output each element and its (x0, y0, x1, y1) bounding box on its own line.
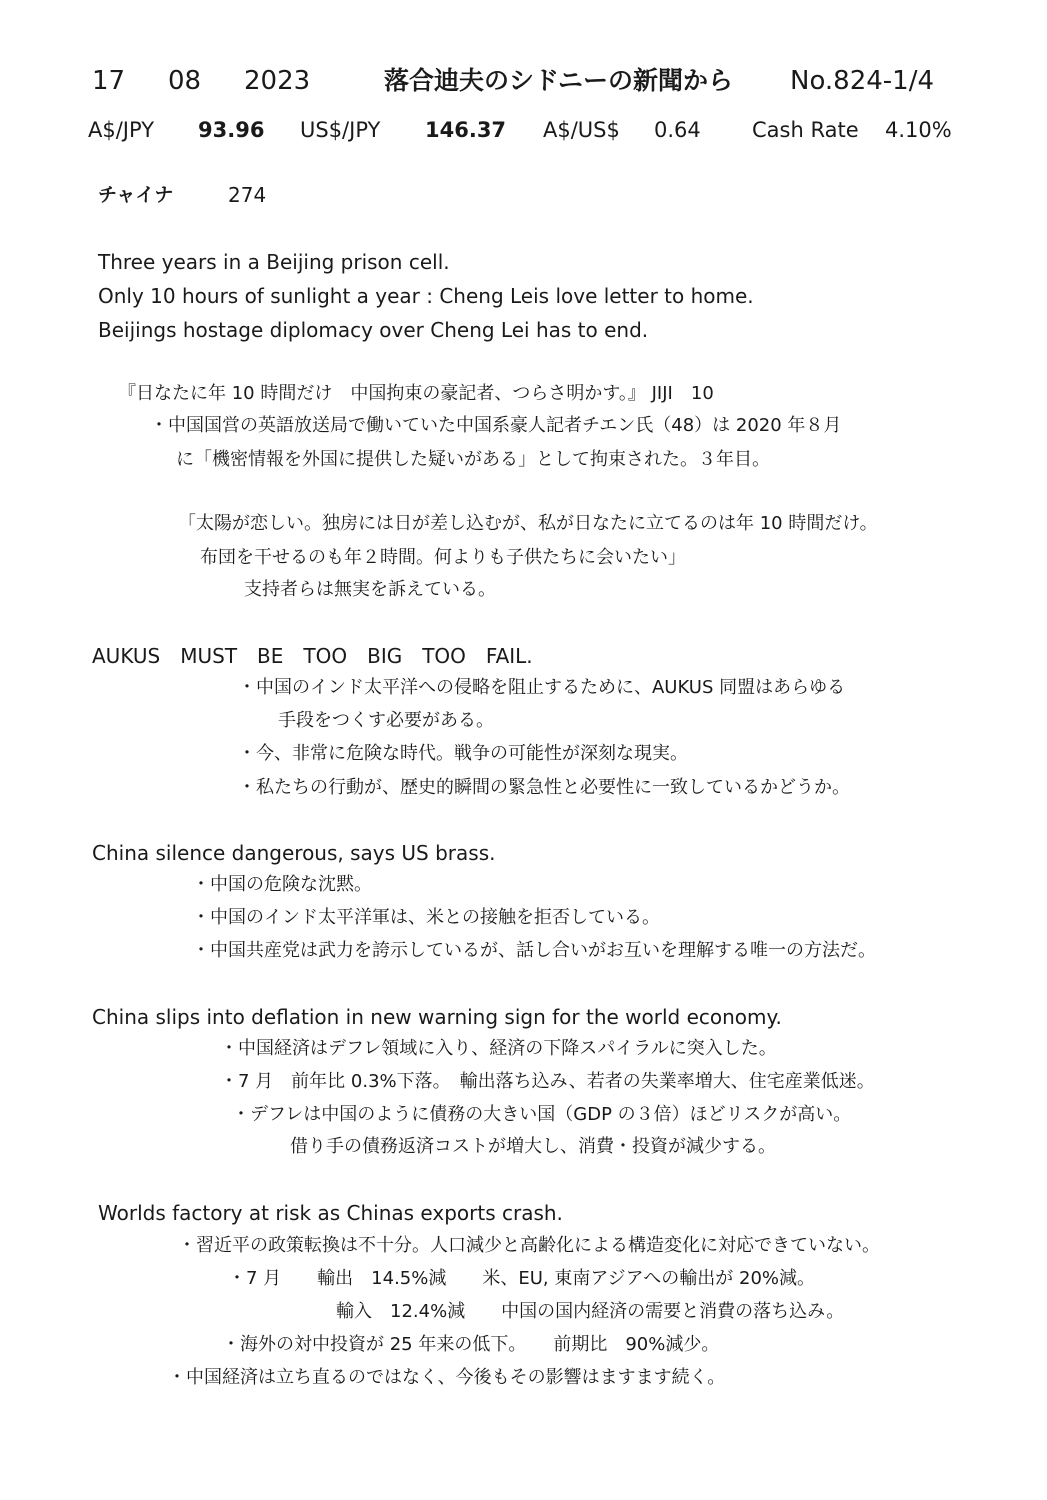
exports-bullet-3: ・海外の対中投資が 25 年来の低下。 前期比 90%減少。 (222, 1334, 720, 1355)
rate-aud-jpy-value: 93.96 (198, 118, 265, 142)
exports-bullet-2-cont: 輸入 12.4%減 中国の国内経済の需要と消費の落ち込み。 (336, 1301, 845, 1322)
headline-3: Beijings hostage diplomacy over Cheng Lei has to end. (98, 318, 649, 342)
section-number: 274 (228, 183, 267, 207)
jiji-quote-3: 支持者らは無実を訴えている。 (244, 579, 496, 600)
deflation-bullet-3-cont: 借り手の債務返済コストが増大し、消費・投資が減少する。 (290, 1136, 776, 1157)
page-number: No.824-1/4 (790, 66, 935, 96)
exports-bullet-2: ・7 月 輸出 14.5%減 米、EU, 東南アジアへの輸出が 20%減。 (228, 1268, 815, 1289)
cash-rate-label: Cash Rate (752, 118, 859, 142)
jiji-bullet-1: ・中国国営の英語放送局で働いていた中国系豪人記者チエン氏（48）は 2020 年８月 (150, 415, 842, 436)
rate-usd-jpy-value: 146.37 (425, 118, 507, 142)
headline-1: Three years in a Beijing prison cell. (98, 250, 450, 274)
exports-headline: Worlds factory at risk as Chinas exports crash. (98, 1201, 563, 1225)
date-month: 08 (168, 66, 202, 96)
cash-rate-value: 4.10% (885, 118, 952, 142)
page-title: 落合迪夫のシドニーの新聞から (384, 66, 734, 95)
rate-aud-usd-value: 0.64 (654, 118, 701, 142)
headline-2: Only 10 hours of sunlight a year : Cheng Leis love letter to home. (98, 284, 754, 308)
deflation-headline: China slips into deflation in new warning sign for the world economy. (92, 1005, 782, 1029)
date-year: 2023 (244, 66, 311, 96)
silence-bullet-1: ・中国の危険な沈黙。 (192, 874, 372, 895)
deflation-bullet-3: ・デフレは中国のように債務の大きい国（GDP の３倍）ほどリスクが高い。 (232, 1104, 852, 1125)
rate-aud-jpy-label: A$/JPY (88, 118, 155, 142)
aukus-bullet-3: ・私たちの行動が、歴史的瞬間の緊急性と必要性に一致しているかどうか。 (238, 777, 850, 798)
section-label: チャイナ (98, 184, 174, 206)
exports-bullet-1: ・習近平の政策転換は不十分。人口減少と高齢化による構造変化に対応できていない。 (178, 1235, 880, 1256)
date-day: 17 (92, 66, 126, 96)
aukus-bullet-2: ・今、非常に危険な時代。戦争の可能性が深刻な現実。 (238, 743, 688, 764)
aukus-headline: AUKUS MUST BE TOO BIG TOO FAIL. (92, 644, 533, 668)
deflation-bullet-1: ・中国経済はデフレ領域に入り、経済の下降スパイラルに突入した。 (220, 1038, 777, 1059)
silence-bullet-2: ・中国のインド太平洋軍は、米との接触を拒否している。 (192, 907, 660, 928)
jiji-title: 『日なたに年 10 時間だけ 中国拘束の豪記者、つらさ明かす。』 JIJI 10 (118, 383, 714, 404)
aukus-bullet-1: ・中国のインド太平洋への侵略を阻止するために、AUKUS 同盟はあらゆる (238, 677, 846, 698)
aukus-bullet-1-cont: 手段をつくす必要がある。 (278, 710, 494, 731)
rate-aud-usd-label: A$/US$ (543, 118, 620, 142)
silence-headline: China silence dangerous, says US brass. (92, 841, 496, 865)
silence-bullet-3: ・中国共産党は武力を誇示しているが、話し合いがお互いを理解する唯一の方法だ。 (192, 940, 876, 961)
deflation-bullet-2: ・7 月 前年比 0.3%下落。 輸出落ち込み、若者の失業率増大、住宅産業低迷。 (220, 1071, 875, 1092)
jiji-quote-2: 布団を干せるのも年２時間。何よりも子供たちに会いたい」 (200, 547, 686, 568)
exports-bullet-4: ・中国経済は立ち直るのではなく、今後もその影響はますます続く。 (168, 1367, 726, 1388)
jiji-quote-1: 「太陽が恋しい。独房には日が差し込むが、私が日なたに立てるのは年 10 時間だけ。 (178, 513, 878, 534)
rate-usd-jpy-label: US$/JPY (300, 118, 381, 142)
jiji-bullet-1-cont: に「機密情報を外国に提供した疑いがある」として拘束された。３年目。 (176, 449, 770, 470)
